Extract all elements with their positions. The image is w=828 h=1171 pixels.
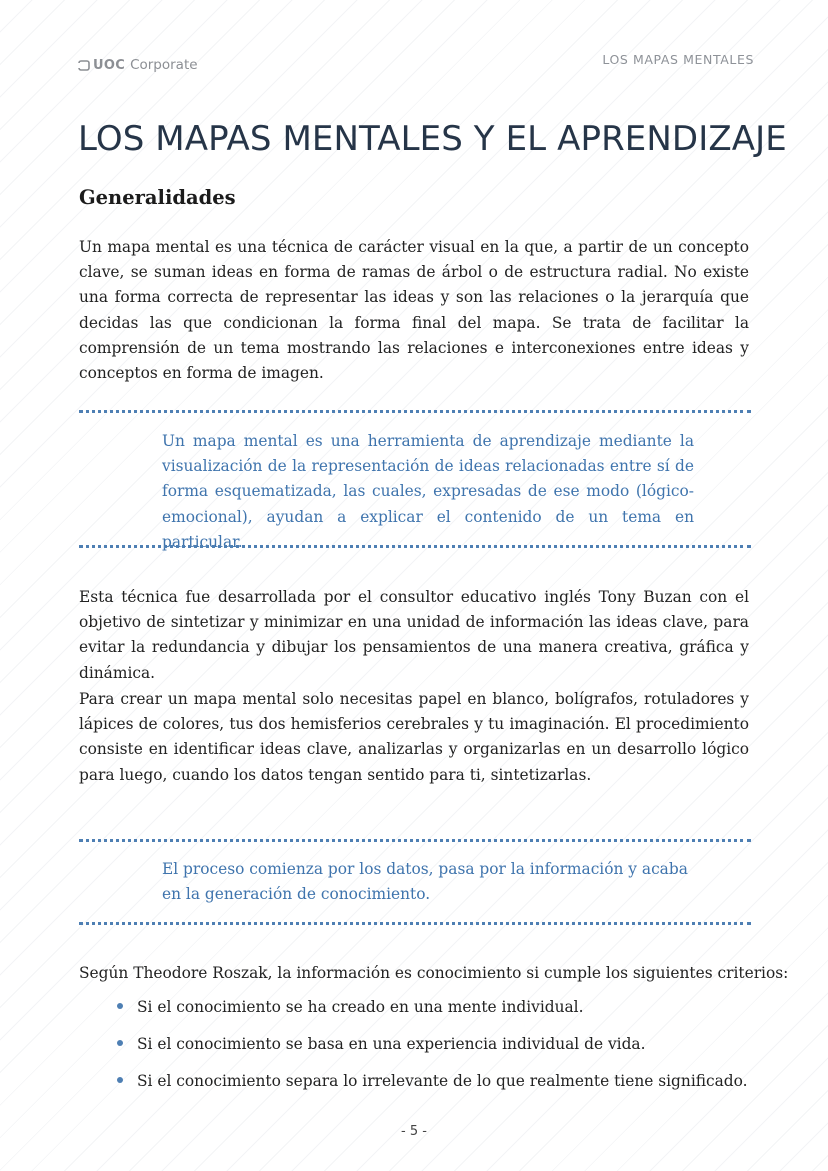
quote-divider-top [79, 839, 751, 842]
criteria-list [117, 998, 748, 1109]
roszak-paragraph: Según Theodore Roszak, la información es conocimiento si cumple los siguientes criterios: [79, 964, 789, 982]
logo-subtitle: Corporate [130, 57, 198, 73]
running-head: LOS MAPAS MENTALES [602, 52, 754, 67]
section-heading: Generalidades [79, 186, 236, 209]
uoc-corporate-logo [78, 56, 198, 74]
definition-quote: Un mapa mental es una herramienta de aprendizaje mediante la visualización de la representación de ideas relacionadas entre sí de forma esquematizada, las cuales, expresadas de ese modo (lógico-emocional), ayudan a explicar el contenido de un tema en particular. [162, 432, 694, 551]
quote-divider-top [79, 410, 751, 413]
list-item [117, 1035, 748, 1072]
process-quote: El proceso comienza por los datos, pasa por la información y acaba en la generación de conocimiento. [162, 860, 688, 904]
list-item [117, 1072, 748, 1109]
quote-divider-bottom [79, 545, 751, 548]
bullet-icon [117, 1003, 123, 1009]
materials-paragraph: Para crear un mapa mental solo necesitas papel en blanco, bolígrafos, rotuladores y lápices de colores, tus dos hemisferios cerebrales y tu imaginación. El procedimiento consiste en identificar ideas clave, analizarlas y organizarlas en un desarrollo lógico para luego, cuando los datos tengan sentido para ti, sintetizarlas. [79, 690, 749, 784]
page-title: LOS MAPAS MENTALES Y EL APRENDIZAJE [78, 119, 787, 159]
bullet-icon [117, 1040, 123, 1046]
list-item [117, 998, 748, 1035]
criterion-text: Si el conocimiento se basa en una experiencia individual de vida. [137, 1035, 646, 1053]
logo-brand: UOC [93, 57, 126, 73]
uoc-logo-icon [78, 60, 90, 71]
intro-paragraph: Un mapa mental es una técnica de carácter visual en la que, a partir de un concepto clave, se suman ideas en forma de ramas de árbol o de estructura radial. No existe una forma correcta de representar las ideas y son las relaciones o la jerarquía que decidas las que condicionan la forma final del mapa. Se trata de facilitar la comprensión de un tema mostrando las relaciones e interconexiones entre ideas y conceptos en forma de imagen. [79, 238, 749, 383]
page-number: - 5 - [401, 1124, 427, 1139]
quote-divider-bottom [79, 922, 751, 925]
criterion-text: Si el conocimiento se ha creado en una mente individual. [137, 998, 584, 1016]
criterion-text: Si el conocimiento separa lo irrelevante de lo que realmente tiene significado. [137, 1072, 748, 1090]
bullet-icon [117, 1077, 123, 1083]
origin-paragraph: Esta técnica fue desarrollada por el consultor educativo inglés Tony Buzan con el objetivo de sintetizar y minimizar en una unidad de información las ideas clave, para evitar la redundancia y dibujar los pensamientos de una manera creativa, gráfica y dinámica. [79, 588, 749, 682]
